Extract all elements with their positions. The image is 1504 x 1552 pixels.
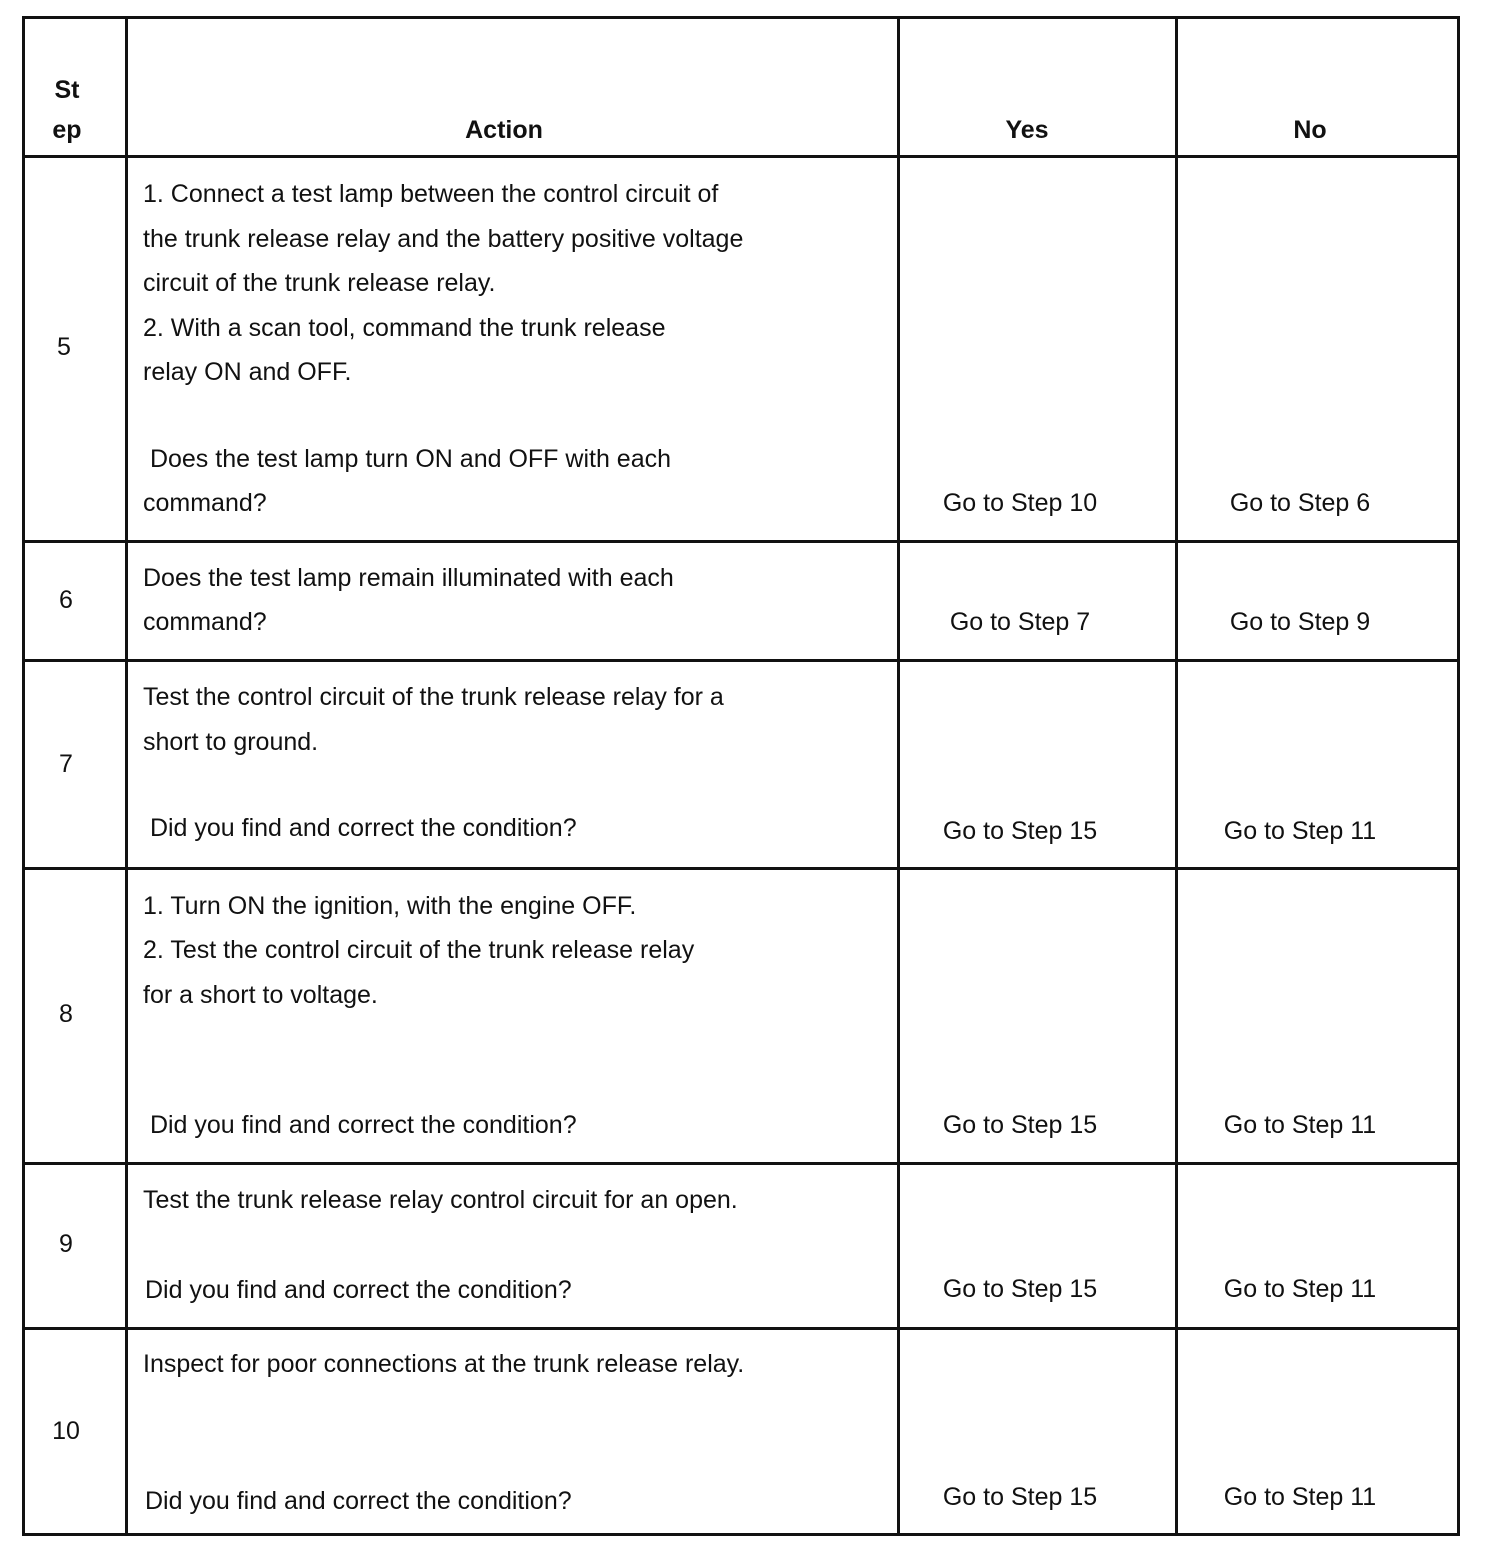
action-line: circuit of the trunk release relay.: [143, 269, 496, 297]
row-divider: [25, 540, 1457, 543]
header-yes: Yes: [1005, 116, 1049, 144]
action-line: 2. Test the control circuit of the trunk release relay: [143, 936, 695, 964]
question-line: Did you find and correct the condition?: [145, 1276, 572, 1304]
action-line: Test the trunk release relay control circuit for an open.: [143, 1186, 738, 1214]
row-divider: [25, 867, 1457, 870]
question-line: Does the test lamp turn ON and OFF with each: [143, 445, 672, 473]
yes-cell: Go to Step 15: [942, 1483, 1098, 1511]
question-line: Did you find and correct the condition?: [143, 814, 577, 842]
header-step-line2: ep: [52, 116, 82, 144]
yes-cell: Go to Step 15: [942, 817, 1098, 845]
no-cell: Go to Step 11: [1223, 1275, 1377, 1303]
action-line: Test the control circuit of the trunk release relay for a: [143, 683, 724, 711]
step-number: 10: [52, 1417, 80, 1445]
action-line: short to ground.: [143, 728, 319, 756]
action-line: Does the test lamp remain illuminated with each: [143, 564, 674, 592]
action-line: 2. With a scan tool, command the trunk release: [143, 314, 666, 342]
step-number: 7: [59, 750, 73, 778]
action-line: the trunk release relay and the battery positive voltage: [143, 225, 744, 253]
yes-cell: Go to Step 15: [942, 1275, 1098, 1303]
step-number: 5: [57, 333, 71, 361]
action-line: 1. Connect a test lamp between the control circuit of: [143, 180, 719, 208]
action-line: Inspect for poor connections at the trunk release relay.: [143, 1350, 745, 1378]
step-number: 8: [59, 1000, 73, 1028]
action-line: relay ON and OFF.: [143, 358, 352, 386]
row-divider: [25, 1162, 1457, 1165]
row-divider: [25, 659, 1457, 662]
no-cell: Go to Step 11: [1223, 817, 1377, 845]
question-line: Did you find and correct the condition?: [145, 1487, 572, 1515]
yes-cell: Go to Step 15: [942, 1111, 1098, 1139]
no-cell: Go to Step 9: [1229, 608, 1371, 636]
header-action: Action: [465, 116, 543, 144]
step-number: 9: [59, 1230, 73, 1258]
action-line: for a short to voltage.: [143, 981, 378, 1009]
yes-cell: Go to Step 7: [949, 608, 1091, 636]
row-divider: [25, 1327, 1457, 1330]
action-line: command?: [143, 608, 267, 636]
no-cell: Go to Step 6: [1229, 489, 1371, 517]
question-line: command?: [143, 489, 267, 517]
column-divider: [125, 19, 128, 1533]
header-no: No: [1293, 116, 1327, 144]
no-cell: Go to Step 11: [1223, 1483, 1377, 1511]
header-step-line1: St: [54, 76, 80, 104]
action-line: 1. Turn ON the ignition, with the engine OFF.: [143, 892, 637, 920]
step-number: 6: [59, 586, 73, 614]
no-cell: Go to Step 11: [1223, 1111, 1377, 1139]
question-line: Did you find and correct the condition?: [143, 1111, 577, 1139]
row-divider: [25, 155, 1457, 158]
yes-cell: Go to Step 10: [942, 489, 1098, 517]
